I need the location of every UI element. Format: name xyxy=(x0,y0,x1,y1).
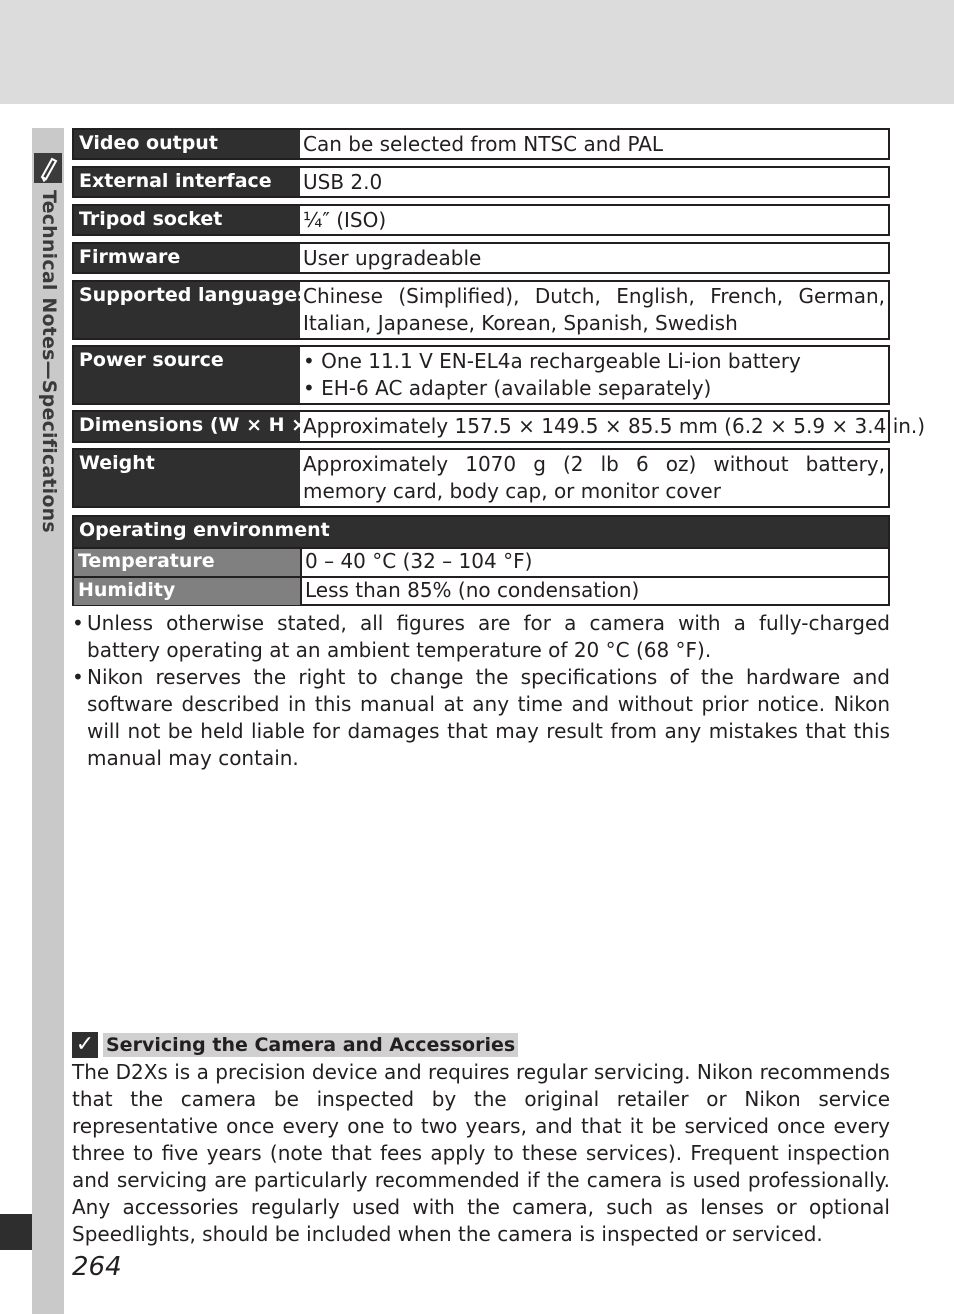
note-text: Unless otherwise stated, all figures are for a camera with a fully-charged battery operating at an ambient temperature of 20 °C (68 °F). xyxy=(87,611,890,662)
env-row-humidity xyxy=(74,576,888,605)
page-number: 264 xyxy=(72,1252,122,1282)
spec-row-firmware xyxy=(72,242,890,274)
spec-label: External interface xyxy=(74,168,300,196)
spec-row-weight xyxy=(72,448,890,508)
spec-value: Approximately 157.5 × 149.5 × 85.5 mm (6.2 × 5.9 × 3.4 in.) xyxy=(303,414,926,438)
servicing-body: The D2Xs is a precision device and requires regular servicing. Nikon recommends that the camera be inspected by the original retailer or Nikon service representative once every one to two years, and that it be serviced once every three to five years (note that fees apply to these services). Frequent inspection and servicing are particularly recommended if the camera is used professionally. Any accessories regularly used with the camera, such as lenses or optional Speedlights, should be included when the camera is inspected or serviced. xyxy=(72,1060,890,1246)
env-value: Less than 85% (no condensation) xyxy=(300,578,888,605)
power-line: • One 11.1 V EN-EL4a rechargeable Li-ion battery xyxy=(303,349,801,373)
notes-list xyxy=(72,610,890,772)
spec-value: Can be selected from NTSC and PAL xyxy=(303,132,664,156)
bullet: • xyxy=(72,611,84,635)
spec-label: Firmware xyxy=(74,244,300,272)
spec-label: Tripod socket xyxy=(74,206,300,234)
spec-row-dimensions xyxy=(72,410,926,443)
spec-label: Power source xyxy=(74,347,300,403)
env-label: Temperature xyxy=(74,549,300,576)
servicing-title: Servicing the Camera and Accessories xyxy=(103,1033,518,1057)
spec-value: User upgradeable xyxy=(303,246,482,270)
spec-label: Weight xyxy=(74,450,300,506)
side-tab-marker xyxy=(0,1214,32,1250)
spec-label: Dimensions (W × H × D) xyxy=(74,412,300,441)
note-item xyxy=(72,610,890,664)
header-band xyxy=(0,0,954,104)
notes-pencil-icon xyxy=(34,153,62,183)
spec-value: USB 2.0 xyxy=(303,170,383,194)
servicing-heading xyxy=(72,1031,518,1059)
section-side-label: Technical Notes—Specifications xyxy=(38,190,60,533)
spec-label: Supported languages xyxy=(74,282,300,338)
spec-row-external-interface xyxy=(72,166,890,198)
env-label: Humidity xyxy=(74,578,300,605)
checkmark-icon: ✓ xyxy=(72,1032,98,1058)
spec-row-video-output xyxy=(72,128,890,160)
env-heading: Operating environment xyxy=(74,517,888,547)
spec-value: Chinese (Simplified), Dutch, English, French, German, Italian, Japanese, Korean, Spanish, Swedish xyxy=(303,284,885,335)
operating-environment-table xyxy=(72,515,890,606)
power-line: • EH-6 AC adapter (available separately) xyxy=(303,376,712,400)
spec-value xyxy=(300,347,888,403)
spec-row-supported-languages xyxy=(72,280,890,340)
spec-label: Video output xyxy=(74,130,300,158)
env-row-temperature xyxy=(74,547,888,576)
bullet: • xyxy=(72,665,84,689)
spec-value: ¼″ (ISO) xyxy=(303,208,387,232)
spec-value: Approximately 1070 g (2 lb 6 oz) without battery, memory card, body cap, or monitor cover xyxy=(303,452,885,503)
spec-row-tripod-socket xyxy=(72,204,890,236)
env-value: 0 – 40 °C (32 – 104 °F) xyxy=(300,549,888,576)
spec-row-power-source xyxy=(72,345,890,405)
note-item xyxy=(72,664,890,772)
note-text: Nikon reserves the right to change the specifications of the hardware and software described in this manual at any time and without prior notice. Nikon will not be held liable for damages that may result from any mistakes that this manual may contain. xyxy=(87,665,890,770)
